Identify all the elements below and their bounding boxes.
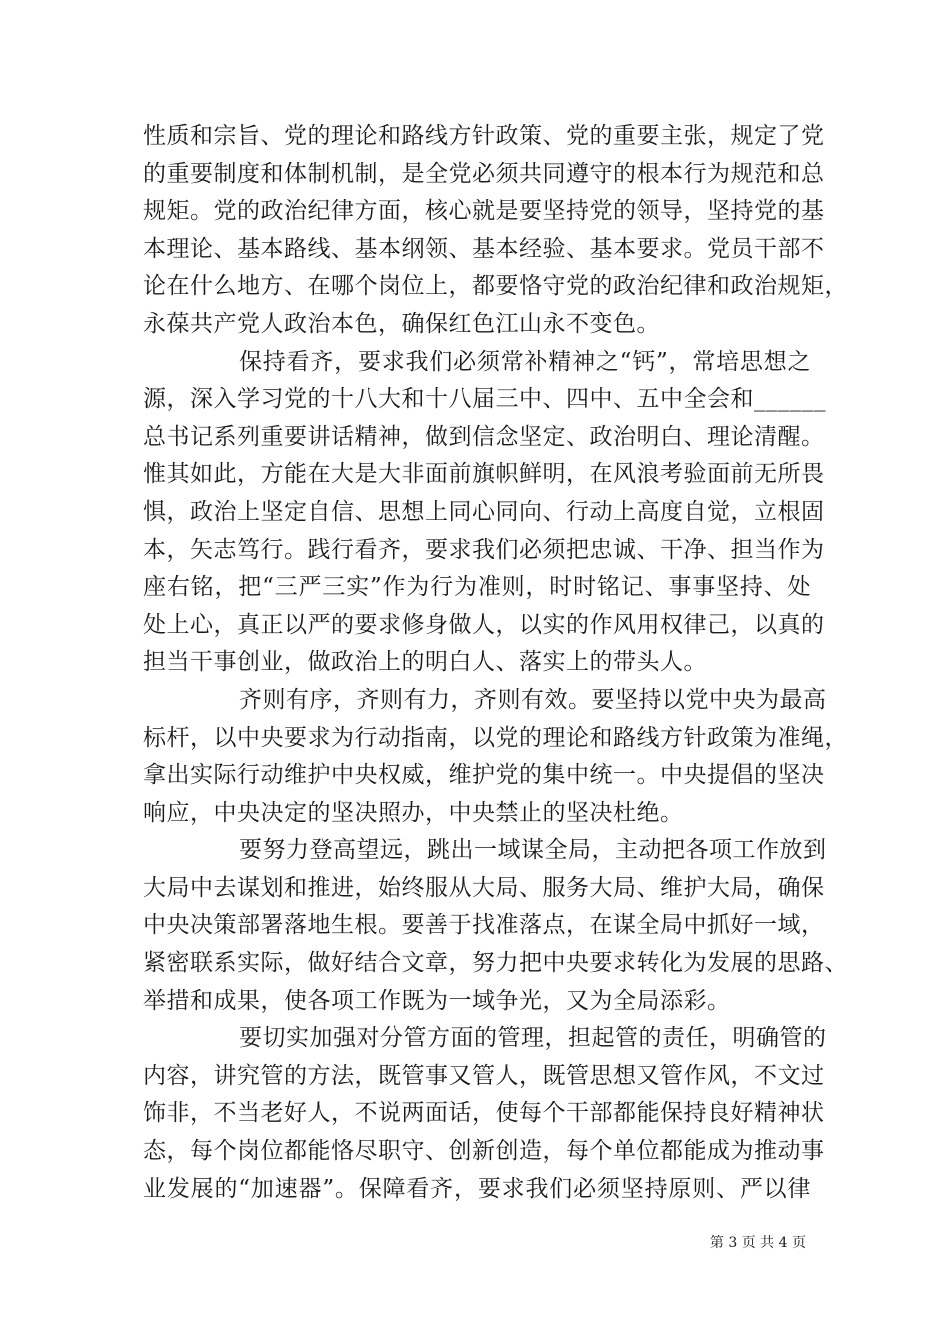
paragraph-3-line-3: 拿出实际行动维护中央权威，维护党的集中统一。中央提倡的坚决 xyxy=(143,762,825,789)
paragraph-2-line-8: 处上心，真正以严的要求修身做人，以实的作风用权律己，以真的 xyxy=(143,611,825,638)
paragraph-2-line-9: 担当干事创业，做政治上的明白人、落实上的带头人。 xyxy=(143,649,707,676)
paragraph-1-line-6: 永葆共产党人政治本色，确保红色江山永不变色。 xyxy=(143,310,660,337)
paragraph-2-line-3: 总书记系列重要讲话精神，做到信念坚定、政治明白、理论清醒。 xyxy=(143,423,825,450)
paragraph-5-line-2: 内容，讲究管的方法，既管事又管人，既管思想又管作风，不文过 xyxy=(143,1062,825,1089)
paragraph-4-line-5: 举措和成果，使各项工作既为一域争光，又为全局添彩。 xyxy=(143,987,731,1014)
paragraph-2-line-2: 源，深入学习党的十八大和十八届三中、四中、五中全会和______ xyxy=(143,386,826,413)
paragraph-3-line-4: 响应，中央决定的坚决照办，中央禁止的坚决杜绝。 xyxy=(143,799,684,826)
paragraph-2-line-7: 座右铭，把“三严三实”作为行为准则，时时铭记、事事坚持、处 xyxy=(143,574,811,601)
paragraph-1-line-4: 本理论、基本路线、基本纲领、基本经验、基本要求。党员干部不 xyxy=(143,235,825,262)
paragraph-2-line-6: 本，矢志笃行。践行看齐，要求我们必须把忠诚、干净、担当作为 xyxy=(143,536,825,563)
paragraph-1-line-1: 性质和宗旨、党的理论和路线方针政策、党的重要主张，规定了党 xyxy=(143,123,825,149)
page-footer: 第 3 页 共 4 页 xyxy=(709,1235,806,1251)
paragraph-5-line-3: 饰非，不当老好人，不说两面话，使每个干部都能保持良好精神状 xyxy=(143,1100,825,1127)
paragraph-4-line-1: 要努力登高望远，跳出一域谋全局，主动把各项工作放到 xyxy=(239,837,827,864)
paragraph-1-line-3: 规矩。党的政治纪律方面，核心就是要坚持党的领导，坚持党的基 xyxy=(143,198,825,225)
paragraph-2-line-5: 惧，政治上坚定自信、思想上同心同向、行动上高度自觉，立根固 xyxy=(143,498,825,525)
paragraph-4-line-3: 中央决策部署落地生根。要善于找准落点，在谋全局中抓好一域， xyxy=(143,912,825,939)
paragraph-4-line-4: 紧密联系实际，做好结合文章，努力把中央要求转化为发展的思路、 xyxy=(143,950,848,977)
paragraph-5-line-4: 态，每个岗位都能恪尽职守、创新创造，每个单位都能成为推动事 xyxy=(143,1138,825,1165)
paragraph-3-line-2: 标杆，以中央要求为行动指南，以党的理论和路线方针政策为准绳， xyxy=(143,724,848,751)
paragraph-4-line-2: 大局中去谋划和推进，始终服从大局、服务大局、维护大局，确保 xyxy=(143,874,825,901)
paragraph-2-line-1: 保持看齐，要求我们必须常补精神之“钙”，常培思想之 xyxy=(239,348,811,375)
body-text xyxy=(143,118,848,1208)
paragraph-5-line-1: 要切实加强对分管方面的管理，担起管的责任，明确管的 xyxy=(239,1025,827,1052)
paragraph-3-line-1: 齐则有序，齐则有力，齐则有效。要坚持以党中央为最高 xyxy=(239,686,827,713)
paragraph-1-line-2: 的重要制度和体制机制，是全党必须共同遵守的根本行为规范和总 xyxy=(143,160,825,187)
paragraph-1-line-5: 论在什么地方、在哪个岗位上，都要恪守党的政治纪律和政治规矩， xyxy=(143,273,848,300)
paragraph-5-line-5: 业发展的“加速器”。保障看齐，要求我们必须坚持原则、严以律 xyxy=(143,1175,811,1202)
paragraph-2-line-4: 惟其如此，方能在大是大非面前旗帜鲜明，在风浪考验面前无所畏 xyxy=(143,461,825,488)
